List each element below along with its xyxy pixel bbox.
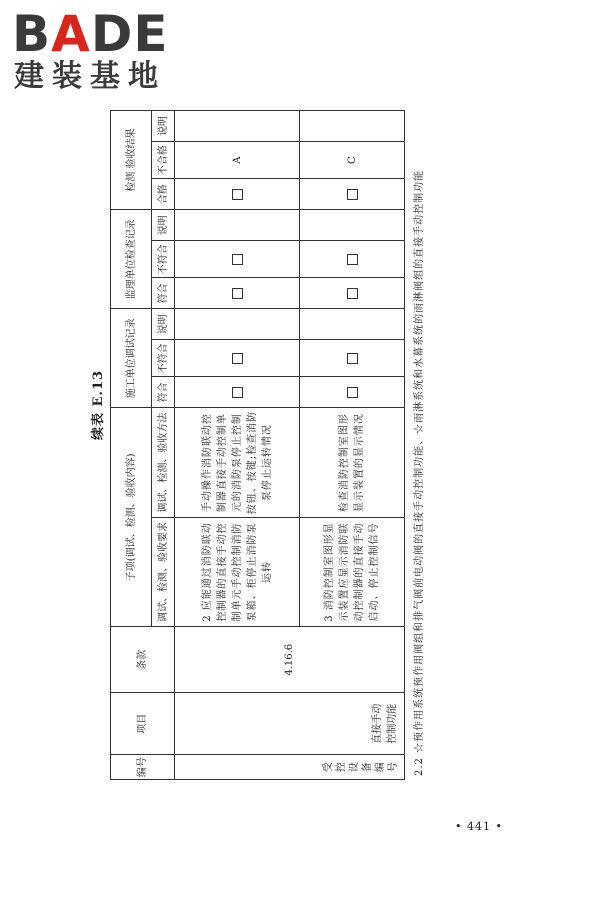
supervision-conform-cell [175, 278, 300, 309]
supervision-nonconform-header: 不符合 [152, 241, 175, 278]
col-sub-header: 子项(调试、检测、验收内容) [111, 408, 152, 627]
method-text: 检查消防控制室图形显示装置的显示情况 [300, 408, 405, 517]
result-pass-cell [300, 179, 405, 210]
supervision-remark-header: 说明 [152, 210, 175, 241]
footnote-text: 2.2 ☆预作用系统预作用阀组和排气阀前电动阀的直接手动控制功能、☆雨淋系统和水幕系统的雨淋阀组的直接手动控制功能 [414, 169, 425, 776]
col-clause-header: 条款 [111, 627, 175, 693]
col-no-header: 编号 [111, 755, 175, 780]
result-remark-header: 说明 [152, 111, 175, 142]
construction-nonconform-cell [300, 340, 405, 377]
checkbox[interactable] [232, 288, 243, 299]
supervision-conform-cell [300, 278, 405, 309]
sub-req-header: 调试、检测、验收要求 [152, 517, 175, 626]
result-grade-cell: C [300, 142, 405, 179]
checkbox[interactable] [347, 353, 358, 364]
construction-conform-cell [175, 377, 300, 408]
checkbox[interactable] [232, 254, 243, 265]
construction-remark-cell [175, 309, 300, 340]
supervision-remark-cell [300, 210, 405, 241]
checkbox[interactable] [347, 387, 358, 398]
item-cell: 直接手动控制功能 [175, 693, 405, 755]
checkbox[interactable] [232, 387, 243, 398]
result-pass-header: 合格 [152, 179, 175, 210]
checkbox[interactable] [347, 189, 358, 200]
sub-method-header: 调试、检测、验收方法 [152, 408, 175, 517]
result-remark-cell [175, 111, 300, 142]
header-row-1 [111, 111, 152, 780]
supervision-nonconform-cell [175, 241, 300, 278]
result-remark-cell [300, 111, 405, 142]
construction-nonconform-header: 不符合 [152, 340, 175, 377]
result-header: 检测 验收结果 [111, 111, 152, 210]
result-pass-cell [175, 179, 300, 210]
requirement-text: 2 应能通过消防联动控制器的直接手动控制单元手动控制消防泵箱、柜停止消防泵运转 [175, 517, 300, 626]
requirement-text: 3 消防控制室图形显示装置应显示消防联动控制器的直接手动启动、停止控制信号 [300, 517, 405, 626]
table-row [175, 111, 300, 780]
col-item-header: 项目 [111, 693, 175, 755]
construction-nonconform-cell [175, 340, 300, 377]
logo-wordmark: BADE [12, 5, 169, 63]
checkbox[interactable] [232, 353, 243, 364]
rotated-table-page [110, 110, 494, 780]
checkbox[interactable] [232, 189, 243, 200]
supervision-record-header: 监理单位检查记录 [111, 210, 152, 309]
clause-cell: 4.16.6 [175, 627, 405, 693]
construction-remark-header: 说明 [152, 309, 175, 340]
inspection-table [110, 110, 405, 780]
supervision-conform-header: 符合 [152, 278, 175, 309]
supervision-remark-cell [175, 210, 300, 241]
page-number: • 441 • [455, 820, 503, 833]
checkbox[interactable] [347, 254, 358, 265]
checkbox[interactable] [347, 288, 358, 299]
logo-chinese: 建装基地 [14, 59, 166, 94]
device-no-label: 受控设备编号 [175, 755, 405, 780]
supervision-nonconform-cell [300, 241, 405, 278]
table-title: 续表 E.13 [91, 369, 106, 440]
construction-conform-header: 符合 [152, 377, 175, 408]
result-grade-cell: A [175, 142, 300, 179]
construction-record-header: 施工单位调试记录 [111, 309, 152, 408]
method-text: 手动操作消防联动控制器直接手动控制单元的消防泵停止控制按钮、按键;检查消防泵停止运转情况 [175, 408, 300, 517]
result-fail-header: 不合格 [152, 142, 175, 179]
construction-conform-cell [300, 377, 405, 408]
bade-logo [12, 5, 169, 94]
construction-remark-cell [300, 309, 405, 340]
